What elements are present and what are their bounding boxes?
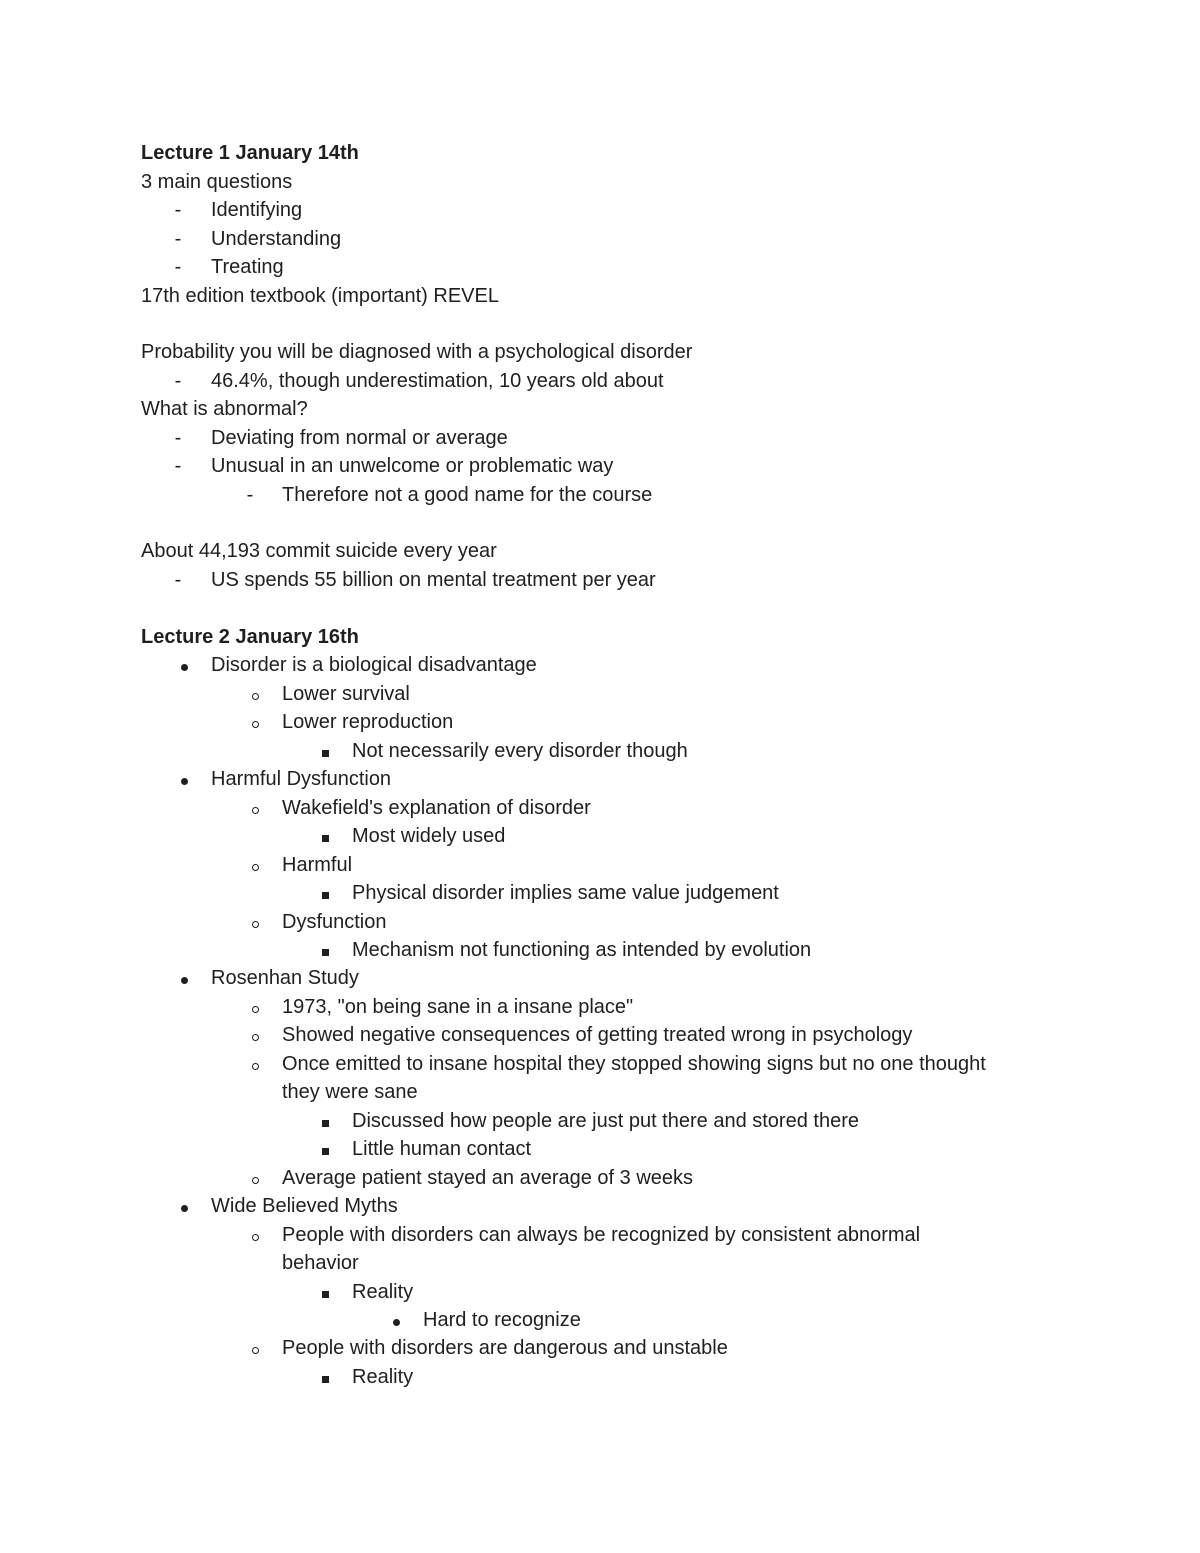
bullet-circle-icon bbox=[252, 1034, 259, 1041]
probability-line bbox=[0, 338, 1200, 367]
list-item-text: Mechanism not functioning as intended by evolution bbox=[352, 939, 812, 961]
bullet-circle-icon bbox=[252, 921, 259, 928]
list-item bbox=[0, 1192, 1200, 1221]
list-item-text: Disorder is a biological disadvantage bbox=[211, 654, 537, 676]
list-item bbox=[0, 879, 1200, 908]
list-item bbox=[0, 908, 1200, 937]
dash-bullet-icon: - bbox=[174, 370, 182, 392]
lecture2-heading: Lecture 2 January 16th bbox=[141, 626, 359, 648]
list-item-text: Harmful Dysfunction bbox=[211, 768, 392, 790]
list-item bbox=[0, 822, 1200, 851]
bullet-square-icon bbox=[322, 1376, 329, 1383]
list-item bbox=[0, 225, 1200, 254]
list-item-text: Hard to recognize bbox=[423, 1309, 581, 1331]
list-item-text: Identifying bbox=[211, 199, 303, 221]
list-item bbox=[0, 765, 1200, 794]
bullet-dot-icon bbox=[181, 778, 188, 785]
list-item bbox=[0, 1221, 1200, 1250]
list-item-text: People with disorders are dangerous and unstable bbox=[282, 1337, 728, 1359]
list-item-text: Harmful bbox=[282, 854, 353, 876]
probability-text: Probability you will be diagnosed with a psychological disorder bbox=[141, 341, 693, 363]
list-item-text: Rosenhan Study bbox=[211, 967, 359, 989]
bullet-circle-icon bbox=[252, 1177, 259, 1184]
list-item bbox=[0, 680, 1200, 709]
list-item bbox=[0, 651, 1200, 680]
list-item bbox=[0, 964, 1200, 993]
bullet-dot-icon bbox=[181, 977, 188, 984]
list-item-text: Dysfunction bbox=[282, 911, 387, 933]
bullet-dot-icon bbox=[181, 664, 188, 671]
list-item bbox=[0, 1050, 1200, 1079]
list-item-text: they were sane bbox=[282, 1081, 418, 1103]
list-item-text: Reality bbox=[352, 1366, 414, 1388]
lecture1-heading-line bbox=[0, 139, 1200, 168]
bullet-square-icon bbox=[322, 835, 329, 842]
list-item-text: 46.4%, though underestimation, 10 years old about bbox=[211, 370, 664, 392]
list-item-text: Physical disorder implies same value judgement bbox=[352, 882, 779, 904]
list-item bbox=[0, 1363, 1200, 1392]
lecture1-heading: Lecture 1 January 14th bbox=[141, 142, 359, 164]
list-item bbox=[0, 367, 1200, 396]
bullet-circle-icon bbox=[252, 1006, 259, 1013]
bullet-dot-icon bbox=[181, 1205, 188, 1212]
dash-bullet-icon: - bbox=[174, 228, 182, 250]
list-item bbox=[0, 1278, 1200, 1307]
list-item-text: Wide Believed Myths bbox=[211, 1195, 398, 1217]
bullet-square-icon bbox=[322, 750, 329, 757]
main-questions-line bbox=[0, 168, 1200, 197]
list-item-text: Discussed how people are just put there and stored there bbox=[352, 1110, 859, 1132]
list-item-text: Understanding bbox=[211, 228, 342, 250]
main-questions-text: 3 main questions bbox=[141, 171, 293, 193]
abnormal-question-line bbox=[0, 395, 1200, 424]
list-item-text: Not necessarily every disorder though bbox=[352, 740, 688, 762]
bullet-circle-icon bbox=[252, 693, 259, 700]
list-item bbox=[0, 481, 1200, 510]
list-item bbox=[0, 1021, 1200, 1050]
list-item bbox=[0, 851, 1200, 880]
list-item bbox=[0, 566, 1200, 595]
bullet-square-icon bbox=[322, 1148, 329, 1155]
list-item bbox=[0, 1306, 1200, 1335]
list-item-text: Little human contact bbox=[352, 1138, 531, 1160]
list-item bbox=[0, 1135, 1200, 1164]
list-item-text: Lower reproduction bbox=[282, 711, 454, 733]
bullet-square-icon bbox=[322, 1291, 329, 1298]
list-item bbox=[0, 794, 1200, 823]
bullet-circle-icon bbox=[252, 1063, 259, 1070]
list-item-text: 1973, "on being sane in a insane place" bbox=[282, 996, 634, 1018]
list-item bbox=[0, 1334, 1200, 1363]
dash-bullet-icon: - bbox=[174, 455, 182, 477]
list-item bbox=[0, 708, 1200, 737]
list-item bbox=[0, 424, 1200, 453]
list-item-continuation bbox=[0, 1249, 1200, 1278]
list-item-continuation bbox=[0, 1078, 1200, 1107]
list-item bbox=[0, 196, 1200, 225]
lecture2-heading-line bbox=[0, 623, 1200, 652]
abnormal-question-text: What is abnormal? bbox=[141, 398, 308, 420]
dash-bullet-icon: - bbox=[174, 199, 182, 221]
textbook-text: 17th edition textbook (important) REVEL bbox=[141, 285, 499, 307]
list-item bbox=[0, 1107, 1200, 1136]
bullet-circle-icon bbox=[252, 721, 259, 728]
bullet-square-icon bbox=[322, 892, 329, 899]
list-item-text: Deviating from normal or average bbox=[211, 427, 508, 449]
list-item bbox=[0, 253, 1200, 282]
bullet-circle-icon bbox=[252, 1347, 259, 1354]
list-item-text: Reality bbox=[352, 1281, 414, 1303]
dash-bullet-icon: - bbox=[174, 427, 182, 449]
list-item-text: US spends 55 billion on mental treatment per year bbox=[211, 569, 656, 591]
bullet-square-icon bbox=[322, 1120, 329, 1127]
list-item bbox=[0, 452, 1200, 481]
bullet-circle-icon bbox=[252, 1234, 259, 1241]
list-item-text: Showed negative consequences of getting treated wrong in psychology bbox=[282, 1024, 913, 1046]
textbook-line bbox=[0, 282, 1200, 311]
list-item-text: Therefore not a good name for the course bbox=[282, 484, 653, 506]
list-item-text: Wakefield's explanation of disorder bbox=[282, 797, 591, 819]
list-item bbox=[0, 936, 1200, 965]
dash-bullet-icon: - bbox=[174, 569, 182, 591]
list-item-text: Average patient stayed an average of 3 weeks bbox=[282, 1167, 694, 1189]
list-item-text: Most widely used bbox=[352, 825, 506, 847]
dash-bullet-icon: - bbox=[174, 256, 182, 278]
bullet-square-icon bbox=[322, 949, 329, 956]
list-item bbox=[0, 737, 1200, 766]
list-item bbox=[0, 993, 1200, 1022]
list-item-text: Lower survival bbox=[282, 683, 410, 705]
list-item-text: Treating bbox=[211, 256, 284, 278]
bullet-circle-icon bbox=[252, 864, 259, 871]
dash-bullet-icon: - bbox=[246, 484, 254, 506]
list-item-text: Once emitted to insane hospital they stopped showing signs but no one thought bbox=[282, 1053, 986, 1075]
list-item-text: Unusual in an unwelcome or problematic way bbox=[211, 455, 614, 477]
list-item bbox=[0, 1164, 1200, 1193]
suicide-text: About 44,193 commit suicide every year bbox=[141, 540, 497, 562]
bullet-dot-icon bbox=[393, 1319, 400, 1326]
list-item-text: People with disorders can always be recognized by consistent abnormal bbox=[282, 1224, 921, 1246]
bullet-circle-icon bbox=[252, 807, 259, 814]
suicide-line bbox=[0, 537, 1200, 566]
list-item-text: behavior bbox=[282, 1252, 359, 1274]
